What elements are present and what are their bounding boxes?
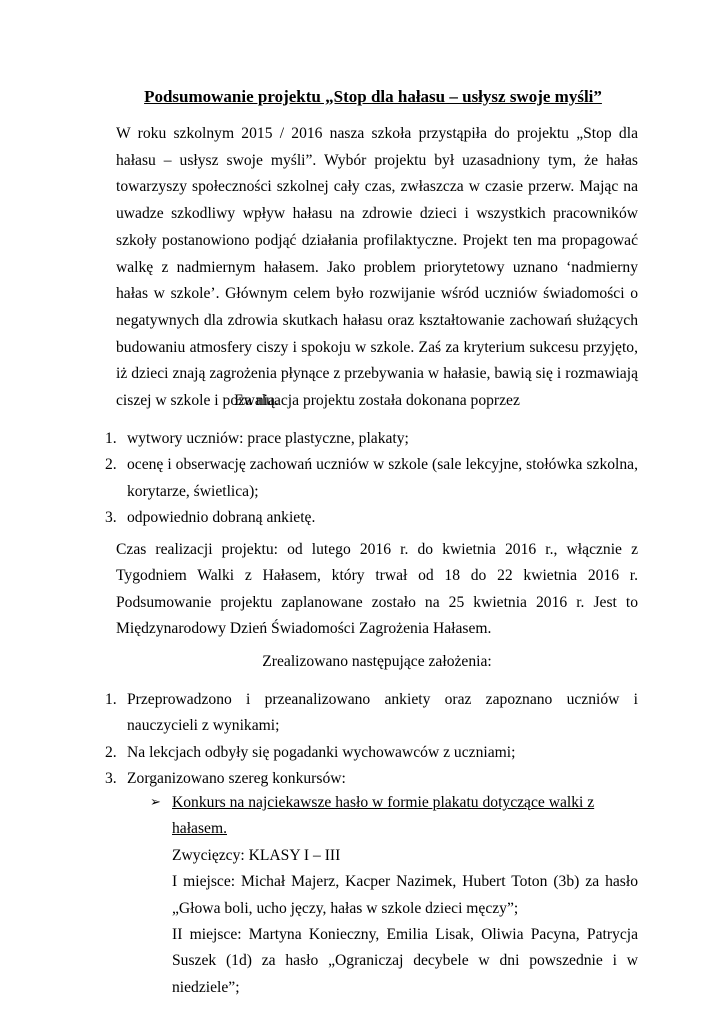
list-number: 3.: [105, 509, 117, 527]
list-number: 2.: [105, 456, 117, 474]
list-item: [105, 452, 638, 505]
list-number: 1.: [105, 430, 117, 447]
list-item: [105, 426, 638, 452]
contest-title: Konkurs na najciekawsze hasło w formie plakatu dotyczące walki z hałasem.: [172, 794, 595, 838]
list-item: [105, 766, 638, 792]
second-place: II miejsce: Martyna Konieczny, Emilia Lisak, Oliwia Pacyna, Patrycja Suszek (1d) za hasło „Ograniczaj decybele w dni powszednie i w niedziele”;: [172, 926, 638, 996]
first-place: I miejsce: Michał Majerz, Kacper Nazimek, Hubert Toton (3b) za hasło „Głowa boli, ucho jęczy, hałas w szkole dzieci męczy”;: [172, 873, 638, 917]
evaluation-list: [105, 426, 638, 532]
list-item: [105, 505, 638, 531]
timing-paragraph: Czas realizacji projektu: od lutego 2016 r. do kwietnia 2016 r., włącznie z Tygodniem Walki z Hałasem, który trwał od 18 do 22 kwietnia 2016 r. Podsumowanie projektu zaplanowane zostało na 25 kwietnia 2016 r. Jest to Międzynarodowy Dzień Świadomości Zagrożenia Hałasem.: [116, 541, 638, 638]
intro-paragraph: W roku szkolnym 2015 / 2016 nasza szkoła przystąpiła do projektu „Stop dla hałasu – usłysz swoje myśli”. Wybór projektu był uzasadniony tym, że hałas towarzyszy społeczności szkolnej cały czas, zwłaszcza w czasie przerw. Mając na uwadze szkodliwy wpływ hałasu na zdrowie dzieci i wszystkich pracowników szkoły postanowiono podjąć działania profilaktyczne. Projekt ten ma propagować walkę z nadmiernym hałasem. Jako problem priorytetowy uznano ‘nadmierny hałas w szkole’. Głównym celem było rozwijanie wśród uczniów świadomości o negatywnych dla zdrowia skutkach hałasu oraz kształtowanie zachowań służących budowaniu atmosfery ciszy i spokoju w szkole. Zaś za kryterium sukcesu przyjęto, iż dzieci znają zagrożenia płynące z przebywania w hałasie, bawią się i rozmawiają ciszej w szkole i poza nią.: [116, 125, 638, 410]
evaluation-heading: Ewaluacja projektu została dokonana poprzez: [234, 392, 520, 409]
winners-label: Zwycięzcy: KLASY I – III: [172, 846, 341, 864]
achieved-list: [105, 687, 638, 793]
list-text: wytwory uczniów: prace plastyczne, plakaty;: [127, 430, 409, 447]
list-text: Na lekcjach odbyły się pogadanki wychowawców z uczniami;: [127, 743, 516, 761]
contest-section: [150, 790, 638, 1001]
list-item: [105, 687, 638, 740]
contest-title-line: [150, 790, 638, 843]
document-title: Podsumowanie projektu „Stop dla hałasu – usłysz swoje myśli”: [144, 87, 602, 106]
list-text: Przeprowadzono i przeanalizowano ankiety oraz zapoznano uczniów i nauczycieli z wynikami;: [127, 691, 638, 735]
achieved-heading: Zrealizowano następujące założenia:: [262, 653, 492, 670]
list-text: Zorganizowano szereg konkursów:: [127, 770, 346, 788]
list-text: odpowiednio dobraną ankietę.: [127, 509, 316, 527]
list-text: ocenę i obserwację zachowań uczniów w szkole (sale lekcyjne, stołówka szkolna, korytarze, świetlica);: [127, 456, 638, 500]
list-item: [105, 740, 638, 766]
list-number: 3.: [105, 770, 117, 788]
list-number: 1.: [105, 691, 117, 708]
list-number: 2.: [105, 743, 117, 761]
arrow-bullet-icon: ➢: [150, 795, 161, 810]
